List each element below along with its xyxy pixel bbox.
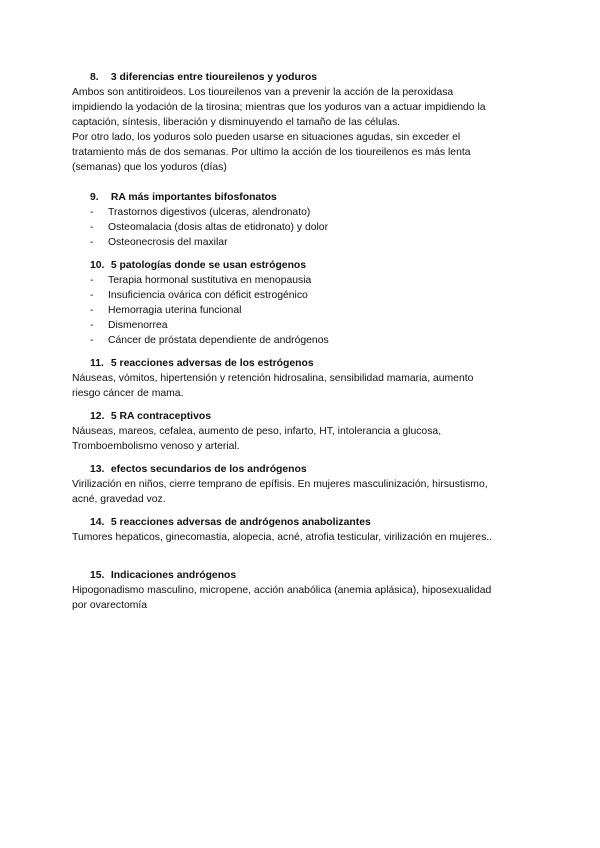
list-item: - Trastornos digestivos (ulceras, alendronato): [90, 207, 311, 218]
paragraph-line: riesgo cáncer de mama.: [72, 388, 184, 399]
list-item: - Osteomalacia (dosis altas de etidronato) y dolor: [90, 222, 329, 233]
paragraph-line: Náuseas, mareos, cefalea, aumento de peso, infarto, HT, intolerancia a glucosa,: [72, 426, 442, 437]
section-heading: [72, 568, 532, 583]
section-heading: [72, 515, 532, 530]
list-item: - Terapia hormonal sustitutiva en menopausia: [90, 275, 312, 286]
section-title: RA más importantes bifosfonatos: [110, 192, 277, 203]
paragraph-line: Por otro lado, los yoduros solo pueden usarse en situaciones agudas, sin exceder el: [72, 132, 461, 143]
section-number: 15.: [90, 570, 105, 581]
paragraph-line: captación, síntesis, liberación y disminuyendo el tamaño de las células.: [72, 117, 401, 128]
section-title: 5 reacciones adversas de andrógenos anabolizantes: [110, 517, 371, 528]
section-9: [72, 190, 532, 250]
document-page: [72, 70, 532, 613]
list-item: - Dismenorrea: [90, 320, 168, 331]
section-heading: [72, 258, 532, 273]
paragraph-line: acné, gravedad voz.: [72, 494, 166, 505]
paragraph-line: Tromboembolismo venoso y arterial.: [72, 441, 240, 452]
paragraph-line: impidiendo la yodación de la tirosina; mientras que los yoduros van a actuar impidiendo la: [72, 102, 486, 113]
list-item: - Insuficiencia ovárica con déficit estrogénico: [90, 290, 308, 301]
section-number: 10.: [90, 260, 105, 271]
section-10: [72, 258, 532, 348]
section-title: 5 RA contraceptivos: [110, 411, 211, 422]
section-heading: [72, 70, 532, 85]
section-13: [72, 462, 532, 507]
paragraph-line: (semanas) que los yoduros (días): [72, 162, 227, 173]
paragraph-line: Hipogonadismo masculino, micropene, acción anabólica (anemia aplásica), hiposexualidad: [72, 585, 492, 596]
paragraph-line: por ovarectomía: [72, 600, 148, 611]
list-item: - Hemorragia uterina funcional: [90, 305, 242, 316]
section-number: 11.: [90, 358, 104, 369]
list-item: - Osteonecrosis del maxilar: [90, 237, 228, 248]
section-8: [72, 70, 532, 175]
bullet-list: [72, 273, 532, 348]
section-heading: [72, 462, 532, 477]
paragraph-line: Ambos son antitiroideos. Los tioureilenos van a prevenir la acción de la peroxidasa: [72, 87, 454, 98]
section-heading: [72, 409, 532, 424]
section-title: 5 patologías donde se usan estrógenos: [110, 260, 307, 271]
section-15: [72, 568, 532, 613]
paragraph-line: tratamiento más de dos semanas. Por ultimo la acción de los tioureilenos es más lenta: [72, 147, 471, 158]
section-heading: [72, 356, 532, 371]
paragraph-line: Tumores hepaticos, ginecomastia, alopecia, acné, atrofia testicular, virilización en mujeres..: [72, 532, 493, 543]
paragraph-line: Virilización en niños, cierre temprano de epífisis. En mujeres masculinización, hirsustismo,: [72, 479, 488, 490]
section-number: 9.: [90, 192, 99, 203]
section-heading: [72, 190, 532, 205]
section-number: 12.: [90, 411, 105, 422]
section-number: 13.: [90, 464, 105, 475]
section-title: efectos secundarios de los andrógenos: [110, 464, 307, 475]
section-11: [72, 356, 532, 401]
bullet-list: [72, 205, 532, 250]
section-title: 3 diferencias entre tioureilenos y yoduros: [110, 72, 318, 83]
list-item: - Cáncer de próstata dependiente de andrógenos: [90, 335, 329, 346]
section-title: 5 reacciones adversas de los estrógenos: [110, 358, 314, 369]
section-title: Indicaciones andrógenos: [110, 570, 237, 581]
section-14: [72, 515, 532, 545]
section-12: [72, 409, 532, 454]
section-number: 8.: [90, 72, 99, 83]
paragraph-line: Náuseas, vómitos, hipertensión y retención hidrosalina, sensibilidad mamaria, aumento: [72, 373, 474, 384]
section-number: 14.: [90, 517, 105, 528]
